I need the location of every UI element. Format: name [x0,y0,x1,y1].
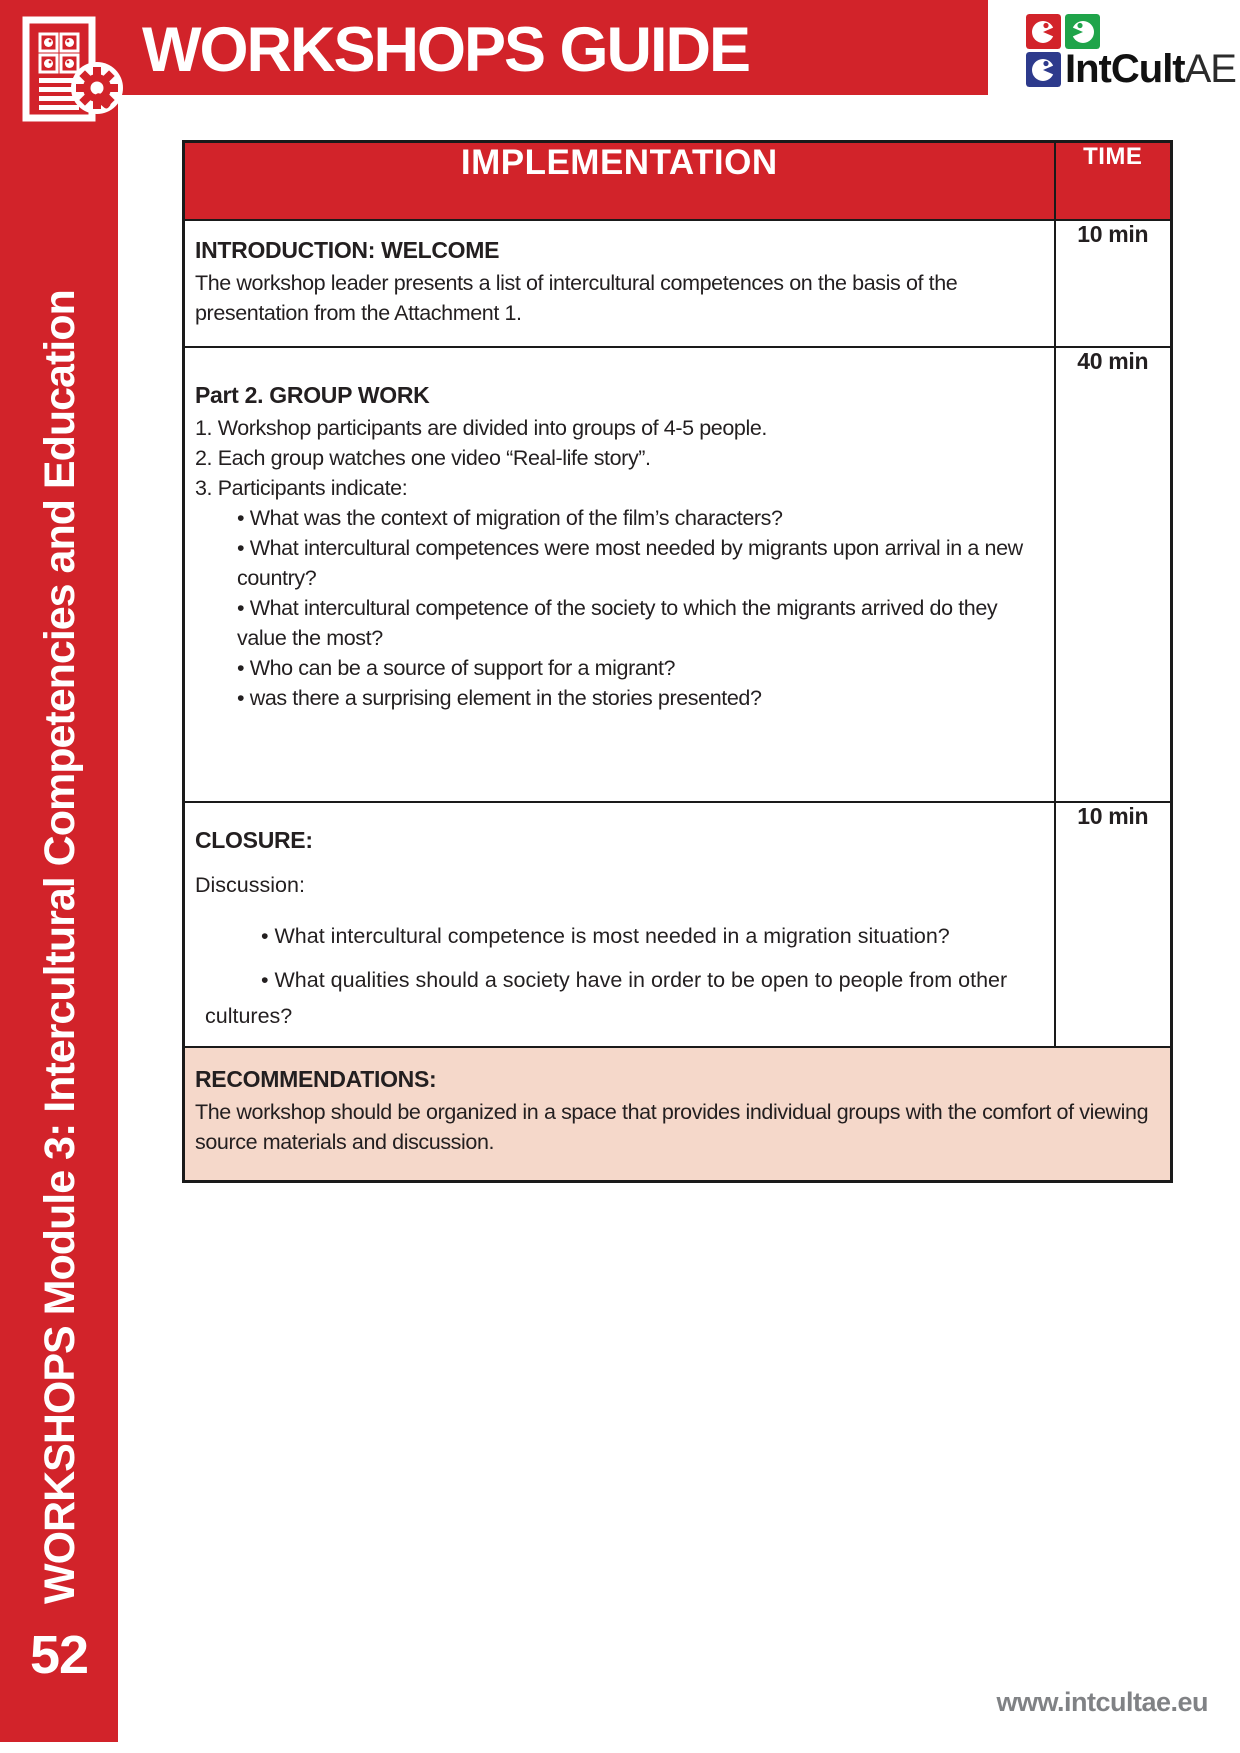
group-work-cell [184,347,1055,802]
implementation-header-cell [184,142,1055,220]
workshops-document-gear-icon [18,12,124,124]
group-work-step: 3. Participants indicate: [195,475,408,500]
group-work-bullet: • What was the context of migration of the film’s characters? [195,503,1040,533]
time-header-cell [1055,142,1172,220]
group-work-bullet: • was there a surprising element in the stories presented? [195,683,1040,713]
table-row [184,347,1172,802]
introduction-time-cell [1055,220,1172,347]
group-work-bullet: • What intercultural competence of the society to which the migrants arrived do they value the most? [195,593,1040,653]
introduction-body: The workshop leader presents a list of intercultural competences on the basis of the presentation from the Attachment 1. [195,270,958,325]
footer-website-url: www.intcultae.eu [996,1687,1208,1717]
introduction-cell [184,220,1055,347]
group-work-step: 1. Workshop participants are divided into groups of 4-5 people. [195,415,767,440]
logo-text-light: AE [1184,47,1236,91]
time-header-label: TIME [1083,143,1143,170]
closure-subheading: Discussion: [195,872,305,897]
group-work-bullet: • Who can be a source of support for a migrant? [195,653,1040,683]
closure-time: 10 min [1077,802,1149,829]
closure-bullet: • What qualities should a society have in order to be open to people from other cultures? [195,962,1040,1034]
group-work-time-cell [1055,347,1172,802]
group-work-bullet: • What intercultural competences were most needed by migrants upon arrival in a new country? [195,533,1040,593]
logo-text-bold: IntCult [1065,47,1185,91]
recommendations-heading: RECOMMENDATIONS: [195,1065,437,1092]
closure-cell [184,802,1055,1047]
page-number: 52 [29,1625,89,1685]
closure-bullet: • What intercultural competence is most needed in a migration situation? [195,918,1040,954]
recommendations-cell [184,1047,1172,1182]
introduction-heading: INTRODUCTION: WELCOME [195,236,500,263]
table-header-row [184,142,1172,220]
table-row [184,220,1172,347]
page-title: WORKSHOPS GUIDE [142,15,750,85]
table-row [184,802,1172,1047]
sidebar [0,0,118,1742]
introduction-time: 10 min [1077,220,1149,247]
intcultae-logo [1026,14,1236,90]
implementation-header-label: IMPLEMENTATION [460,143,778,182]
logo-face-green-icon [1065,14,1100,49]
group-work-step: 2. Each group watches one video “Real-life story”. [195,445,651,470]
logo-face-blue-icon [1026,52,1061,87]
logo-row-bottom [1026,47,1236,91]
closure-heading: CLOSURE: [195,826,313,853]
recommendations-body: The workshop should be organized in a space that provides individual groups with the comfort of viewing source materials and discussion. [195,1099,1149,1154]
logo-row-top [1026,14,1236,49]
group-work-heading: Part 2. GROUP WORK [195,381,430,408]
logo-wordmark [1065,47,1236,91]
logo-face-red-icon [1026,14,1061,49]
closure-time-cell [1055,802,1172,1047]
implementation-table [182,140,1170,1183]
recommendations-row [184,1047,1172,1182]
group-work-time: 40 min [1077,347,1149,374]
sidebar-module-label: WORKSHOPS Module 3: Intercultural Competencies and Education [36,290,84,1604]
